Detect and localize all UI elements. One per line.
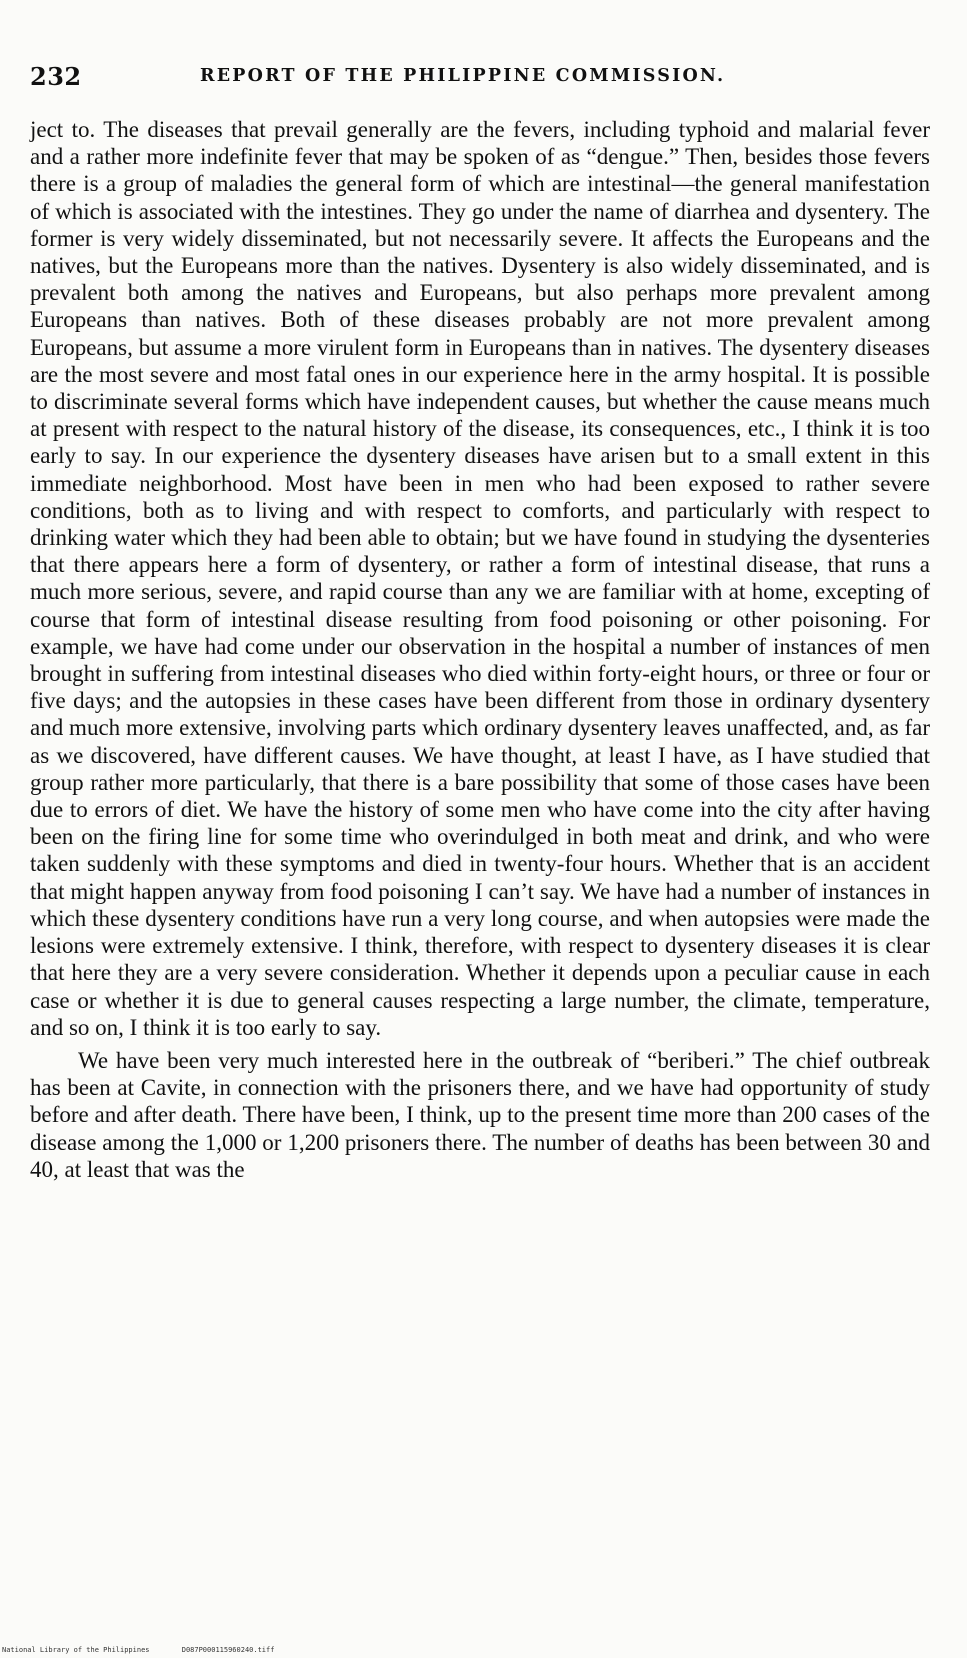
paragraph: We have been very much interested here in the outbreak of “beriberi.” The chief outbreak has been at Cavite, in connection with the prisoners there, and we have had opportunity of study before and after death. There have been, I think, up to the present time more than 200 cases of the disease among the 1,000 or 1,200 prisoners there. The number of deaths has been between 30 and 40, at least that was the xyxy=(30,1047,930,1182)
page-number: 232 xyxy=(30,62,82,91)
file-identifier: D087P000115960240.tiff xyxy=(181,1646,275,1654)
running-title: REPORT OF THE PHILIPPINE COMMISSION. xyxy=(200,66,726,86)
scan-footer xyxy=(2,1646,274,1654)
body-text xyxy=(30,116,930,1183)
page-header xyxy=(30,62,930,92)
paragraph: ject to. The diseases that prevail generally are the fevers, including typhoid and malarial fever and a rather more indefinite fever that may be spoken of as “dengue.” Then, besides those fevers there is a group of maladies the general form of which are intestinal—the general manifestation of which is associated with the intestines. They go under the name of diarrhea and dysentery. The former is very widely disseminated, but not necessarily severe. It affects the Europeans and the natives, but the Europeans more than the natives. Dysentery is also widely disseminated, and is prevalent both among the natives and Europeans, but also perhaps more prevalent among Europeans than natives. Both of these diseases probably are not more prevalent among Europeans, but assume a more virulent form in Europeans than in natives. The dysentery diseases are the most severe and most fatal ones in our experience here in the army hospital. It is possible to discriminate several forms which have independent causes, but whether the cause means much at present with respect to the natural history of the disease, its consequences, etc., I think it is too early to say. In our experience the dysentery diseases have arisen but to a small extent in this immediate neighborhood. Most have been in men who had been exposed to rather severe conditions, both as to living and with respect to comforts, and particularly with respect to drinking water which they had been able to obtain; but we have found in studying the dysenteries that there appears here a form of dysentery, or rather a form of intestinal disease, that runs a much more serious, severe, and rapid course than any we are familiar with at home, excepting of course that form of intestinal disease resulting from food poisoning or other poisoning. For example, we have had come under our observation in the hospital a number of instances of men brought in suffering from intestinal diseases who died within forty-eight hours, or three or four or five days; and the autopsies in these cases have been different from those in ordinary dysentery and much more extensive, involving parts which ordinary dysentery leaves unaffected, and, as far as we discovered, have different causes. We have thought, at least I have, as I have studied that group rather more particularly, that there is a bare possibility that some of those cases have been due to errors of diet. We have the history of some men who have come into the city after having been on the firing line for some time who overindulged in both meat and drink, and who were taken suddenly with these symptoms and died in twenty-four hours. Whether that is an accident that might happen anyway from food poisoning I can’t say. We have had a number of instances in which these dysentery conditions have run a very long course, and when autopsies were made the lesions were extremely extensive. I think, therefore, with respect to dysentery diseases it is clear that here they are a very severe consideration. Whether it depends upon a peculiar cause in each case or whether it is due to general causes respecting a large number, the climate, temperature, and so on, I think it is too early to say. xyxy=(30,117,930,1040)
library-credit: National Library of the Philippines xyxy=(2,1646,150,1654)
